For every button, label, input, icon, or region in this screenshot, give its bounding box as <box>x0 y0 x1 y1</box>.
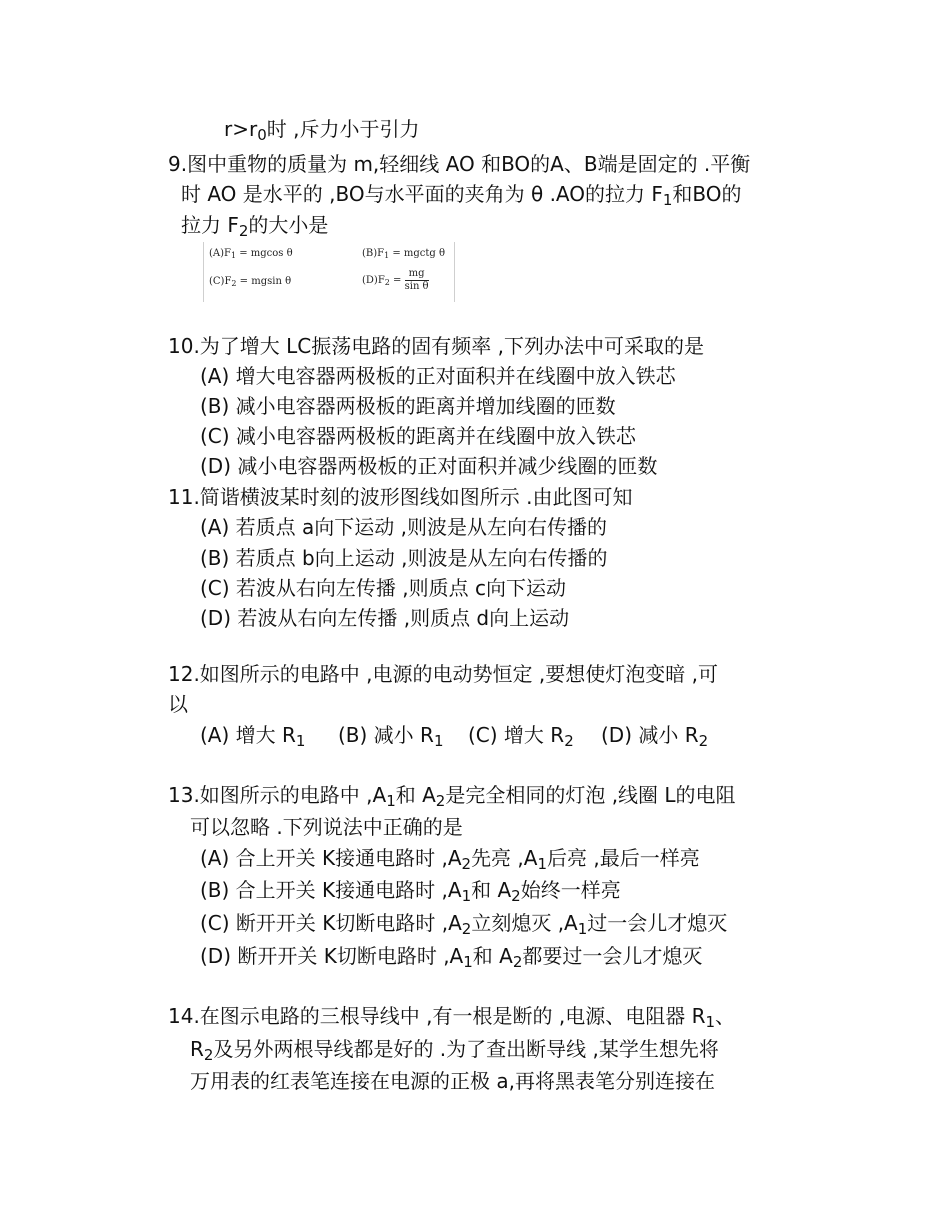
question-12-option-b <box>338 722 443 748</box>
numerator: mg <box>405 268 429 281</box>
subscript: 2 <box>384 278 390 287</box>
question-12-stem-line-2: 以 <box>168 692 188 716</box>
text: 后亮 ,最后一样亮 <box>547 846 700 870</box>
subscript: 2 <box>698 732 709 750</box>
question-13-option-c <box>200 910 727 936</box>
question-9-line-2 <box>181 181 742 207</box>
question-13-stem-line-2: 可以忽略 .下列说法中正确的是 <box>190 815 463 839</box>
text: 和 A <box>472 944 513 968</box>
label: (C)F <box>209 276 232 287</box>
text: 先亮 ,A <box>471 846 538 870</box>
text: 是完全相同的灯泡 ,线圈 L的电阻 <box>445 783 736 807</box>
formula-option-d <box>362 268 429 293</box>
subscript: 1 <box>295 732 306 750</box>
text: 的大小是 <box>248 213 329 237</box>
text: (A) 合上开关 K接通电路时 ,A <box>200 846 462 870</box>
question-10-option-a: (A) 增大电容器两极板的正对面积并在线圈中放入铁芯 <box>200 364 676 388</box>
subscript: 1 <box>433 732 444 750</box>
expression: = mgctg θ <box>389 248 446 259</box>
subscript: 2 <box>461 855 472 873</box>
question-10-option-b: (B) 减小电容器两极板的距离并增加线圈的匝数 <box>200 394 616 418</box>
text: R <box>190 1037 204 1061</box>
text: 立刻熄灭 ,A <box>471 911 578 935</box>
text: (A) 增大 R <box>200 723 296 747</box>
text: 及另外两根导线都是好的 .为了查出断导线 ,某学生想先将 <box>213 1037 719 1061</box>
question-10-option-d: (D) 减小电容器两极板的正对面积并减少线圈的匝数 <box>200 454 658 478</box>
subscript: 1 <box>384 251 390 260</box>
subscript: 2 <box>461 920 472 938</box>
question-13-option-b <box>200 877 621 903</box>
question-14-line-2 <box>190 1036 719 1062</box>
text: (B) 合上开关 K接通电路时 ,A <box>200 878 462 902</box>
formula-option-a <box>209 248 293 259</box>
formula-option-b <box>362 248 445 259</box>
subscript: 2 <box>203 1046 214 1064</box>
label: (A)F <box>209 248 231 259</box>
question-12-option-d <box>601 722 708 748</box>
subscript: 1 <box>463 953 473 971</box>
text: (C) 增大 R <box>468 723 565 747</box>
text: 和 A <box>471 878 512 902</box>
text: 14.在图示电路的三根导线中 ,有一根是断的 ,电源、电阻器 R <box>168 1004 706 1028</box>
subscript: 1 <box>386 792 396 810</box>
subscript: 1 <box>577 920 588 938</box>
text: 始终一样亮 <box>520 878 621 902</box>
formula-option-c <box>209 276 291 287</box>
text: 和BO的 <box>672 182 742 206</box>
fraction <box>405 268 429 293</box>
subscript: 0 <box>257 126 267 144</box>
subscript: 2 <box>238 222 249 240</box>
question-14-line-3: 万用表的红表笔连接在电源的正极 a,再将黑表笔分别连接在 <box>190 1069 715 1093</box>
text: 过一会儿才熄灭 <box>587 911 728 935</box>
subscript: 2 <box>435 792 446 810</box>
text: 拉力 F <box>181 213 239 237</box>
subscript: 1 <box>537 855 548 873</box>
question-12-stem-line-1: 12.如图所示的电路中 ,电源的电动势恒定 ,要想使灯泡变暗 ,可 <box>168 662 718 686</box>
label: (D)F <box>362 275 385 286</box>
subscript: 1 <box>230 251 237 260</box>
text: 都要过一会儿才熄灭 <box>522 944 703 968</box>
question-14-line-1 <box>168 1003 735 1029</box>
text: (C) 断开开关 K切断电路时 ,A <box>200 911 462 935</box>
text: 和 A <box>395 783 436 807</box>
question-12-option-a <box>200 722 305 748</box>
question-9-line-3 <box>181 212 328 238</box>
question-13-option-d <box>200 943 702 969</box>
expression: = mgcos θ <box>236 248 293 259</box>
subscript: 1 <box>662 191 673 209</box>
question-11-option-a: (A) 若质点 a向下运动 ,则波是从左向右传播的 <box>200 515 607 539</box>
text: 、 <box>715 1004 736 1028</box>
text: 13.如图所示的电路中 ,A <box>168 783 387 807</box>
question-13-stem-line-1 <box>168 782 736 808</box>
question-11-option-b: (B) 若质点 b向上运动 ,则波是从左向右传播的 <box>200 546 608 570</box>
question-9-line-1: 9.图中重物的质量为 m,轻细线 AO 和BO的A、B端是固定的 .平衡 <box>168 152 751 176</box>
text: 时 ,斥力小于引力 <box>266 117 420 141</box>
question-10-stem: 10.为了增大 LC振荡电路的固有频率 ,下列办法中可采取的是 <box>168 334 704 358</box>
subscript: 1 <box>705 1013 716 1031</box>
subscript: 2 <box>564 732 574 750</box>
subscript: 1 <box>461 887 472 905</box>
line-r-greater-r0 <box>224 116 419 142</box>
label: (B)F <box>362 248 385 259</box>
text: (D) 减小 R <box>601 723 699 747</box>
text: r>r <box>224 117 258 141</box>
text: (D) 断开开关 K切断电路时 ,A <box>200 944 464 968</box>
subscript: 2 <box>231 279 237 288</box>
subscript: 2 <box>512 953 523 971</box>
text: (B) 减小 R <box>338 723 434 747</box>
text: 时 AO 是水平的 ,BO与水平面的夹角为 θ .AO的拉力 F <box>181 182 663 206</box>
equals: = <box>389 275 405 286</box>
formula-options-image <box>203 242 455 302</box>
question-10-option-c: (C) 减小电容器两极板的距离并在线圈中放入铁芯 <box>200 424 636 448</box>
question-11-stem: 11.简谐横波某时刻的波形图线如图所示 .由此图可知 <box>168 485 633 509</box>
subscript: 2 <box>511 887 521 905</box>
question-12-option-c <box>468 722 574 748</box>
question-11-option-d: (D) 若波从右向左传播 ,则质点 d向上运动 <box>200 606 570 630</box>
question-13-option-a <box>200 845 700 871</box>
denominator: sin θ <box>404 281 429 292</box>
expression: = mgsin θ <box>236 276 292 287</box>
question-11-option-c: (C) 若波从右向左传播 ,则质点 c向下运动 <box>200 576 566 600</box>
